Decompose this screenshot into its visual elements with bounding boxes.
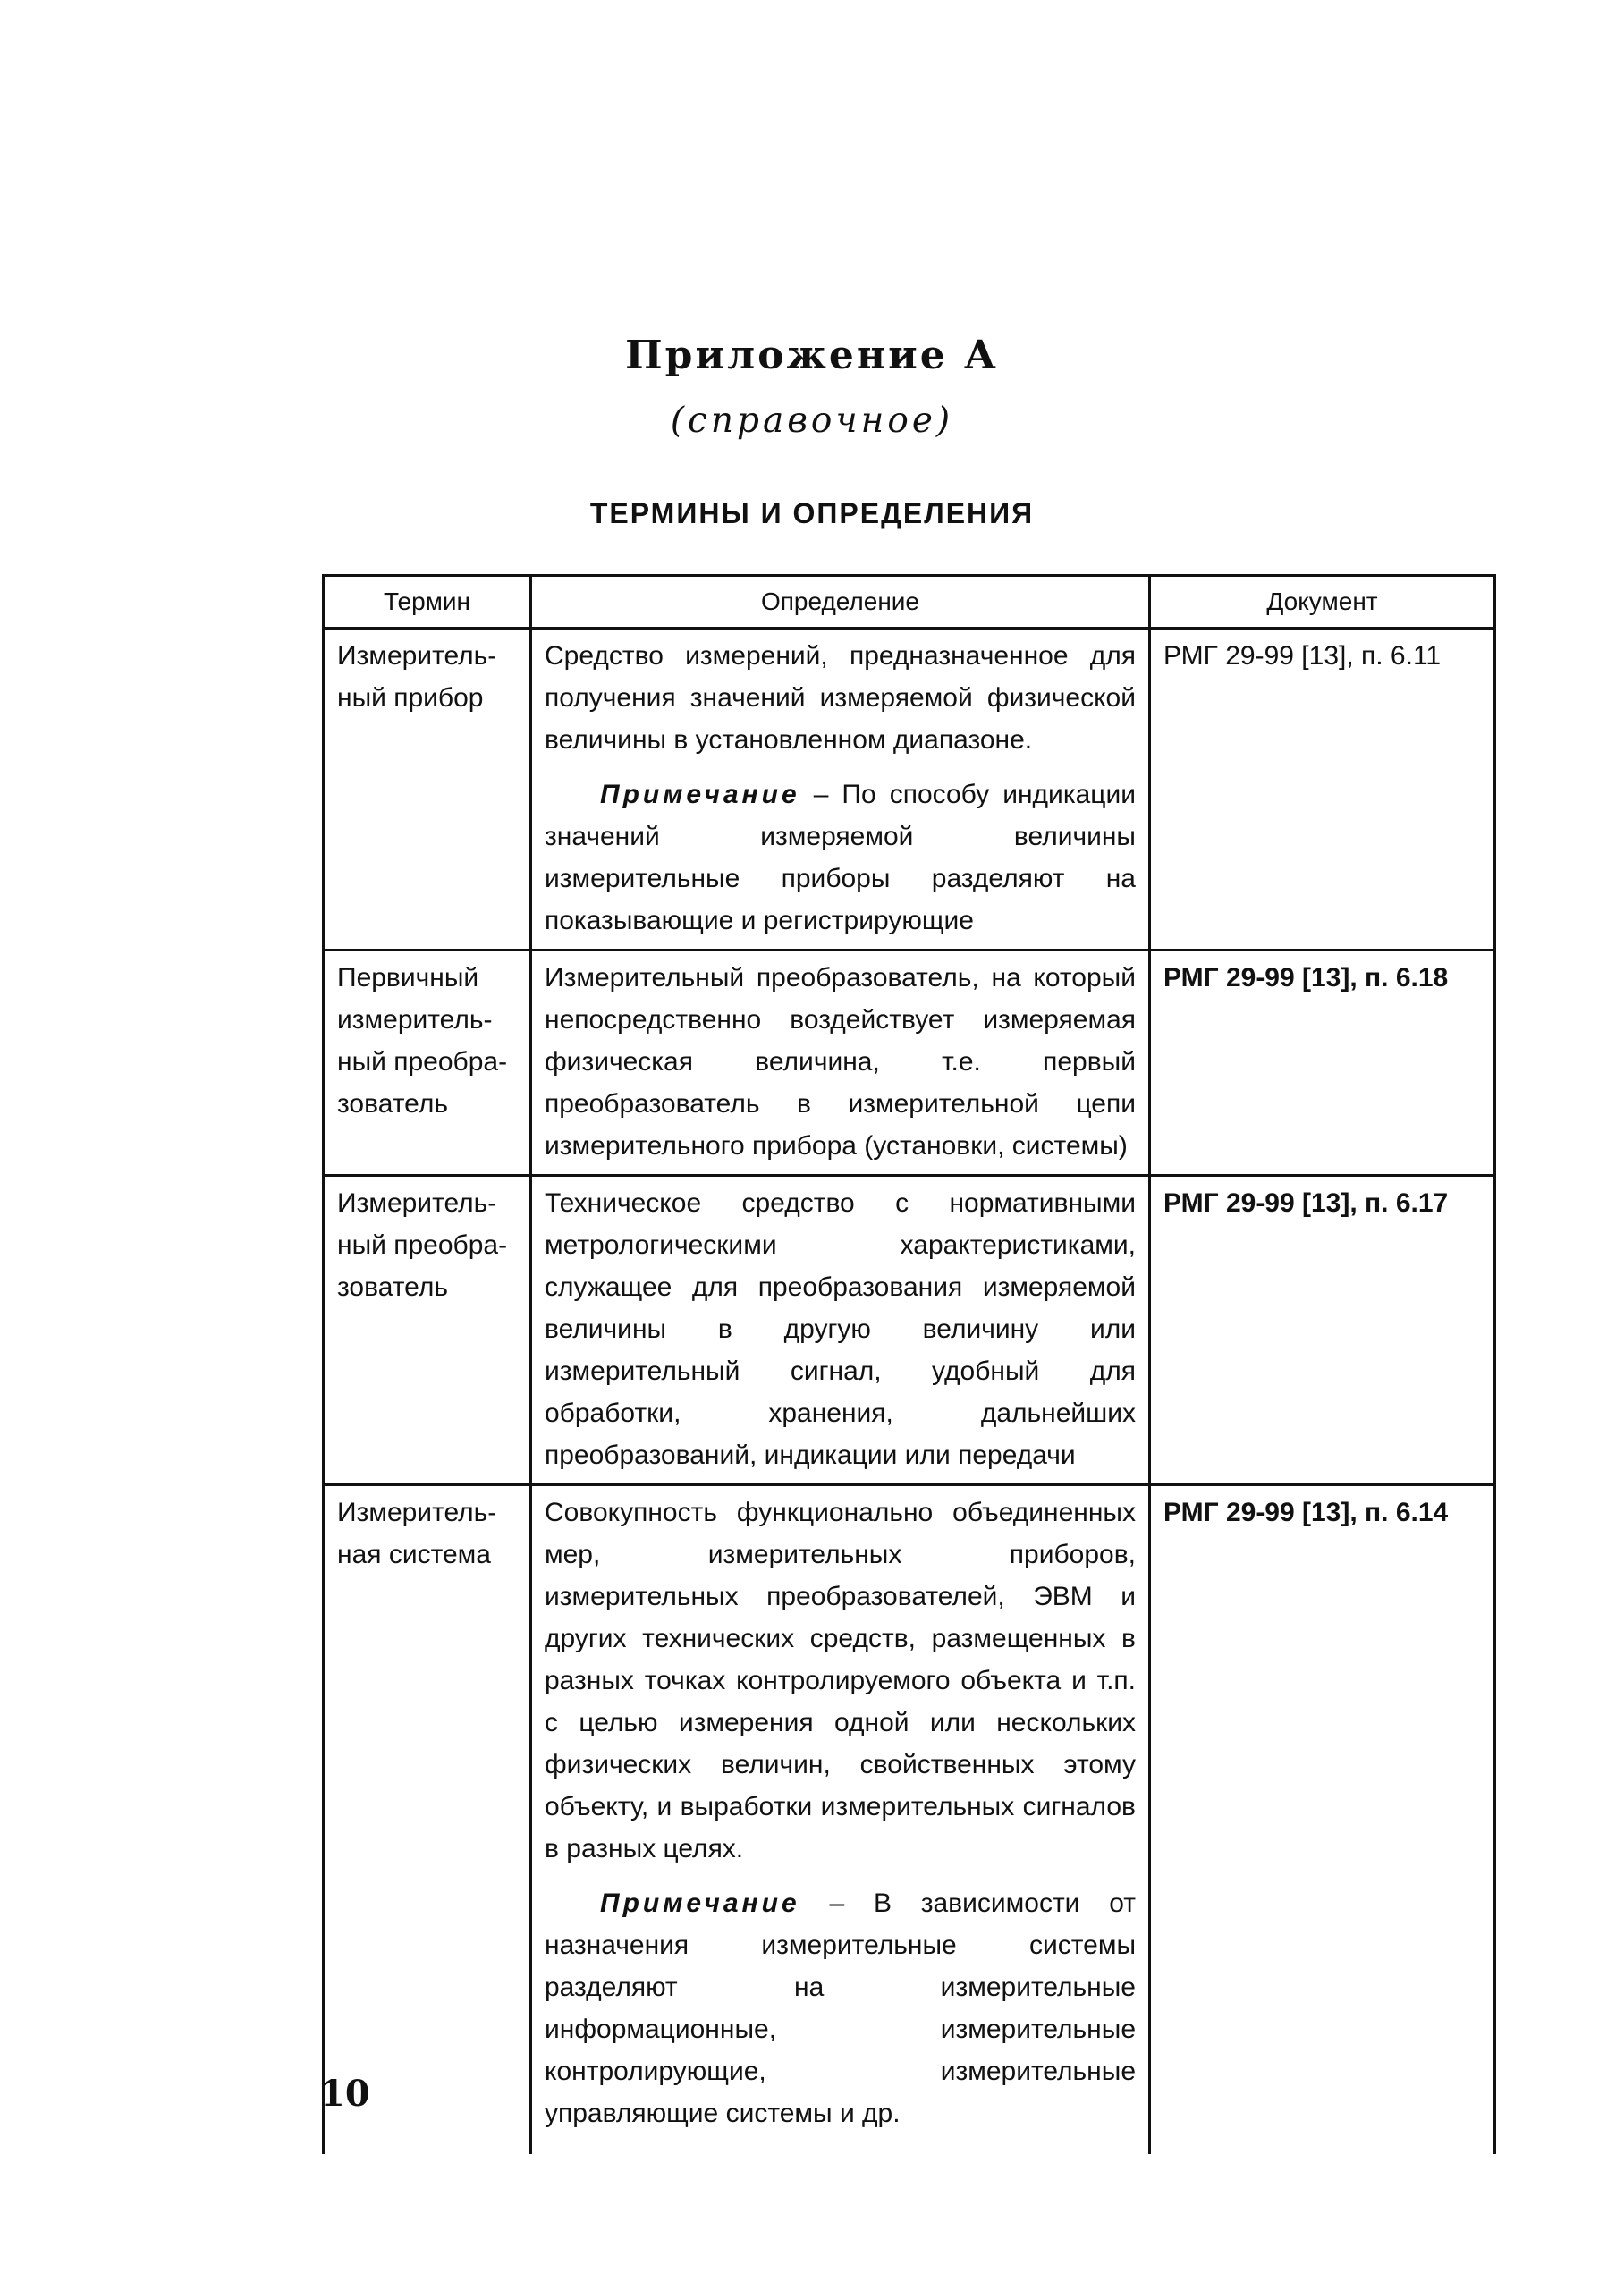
appendix-heading: Приложение А [625, 333, 999, 378]
header-definition: Определение [531, 576, 1150, 629]
term-cell: Измеритель-ный прибор [324, 629, 531, 951]
note-label: Примечание [600, 780, 800, 809]
note [545, 1882, 1136, 2134]
definition-text: Техническое средство с нормативными метрологическими характеристиками, служащее для преобразования измеряемой величины в другую величину или измерительный сигнал, удобный для обработки, хранения, дальнейших преобразований, индикации или передачи [545, 1188, 1136, 1470]
note [545, 773, 1136, 942]
table-row [324, 629, 1495, 951]
definition-text: Совокупность функционально объединенных мер, измерительных приборов, измерительных преобразователей, ЭВМ и других технических средств, размещенных в разных точках контролируемого объекта и т.п. с целью измерения одной или нескольких физических величин, свойственных этому объекту, и выработки измерительных сигналов в разных целях. [545, 1498, 1136, 1863]
section-title: ТЕРМИНЫ И ОПРЕДЕЛЕНИЯ [589, 497, 1035, 529]
term-cell: Измеритель-ный преобра-зователь [324, 1176, 531, 1485]
table-header-row [324, 576, 1495, 629]
table-row [324, 1485, 1495, 2155]
definition-cell [531, 1485, 1150, 2155]
note-text: – По способу индикации значений измеряемой величины измерительные приборы разделяют на показывающие и регистрирующие [545, 780, 1136, 935]
document-cell: РМГ 29-99 [13], п. 6.14 [1150, 1485, 1495, 2155]
document-cell: РМГ 29-99 [13], п. 6.11 [1150, 629, 1495, 951]
definition-text: Средство измерений, предназначенное для получения значений измеряемой физической величины в установленном диапазоне. [545, 641, 1136, 755]
table-row [324, 1176, 1495, 1485]
definition-cell [531, 951, 1150, 1176]
note-text: – В зависимости от назначения измерительные системы разделяют на измерительные информационные, измерительные контролирующие, измерительные управляющие системы и др. [545, 1889, 1136, 2128]
term-cell: Первичный измеритель-ный преобра-зователь [324, 951, 531, 1176]
terms-table [322, 574, 1496, 2154]
table-row [324, 951, 1495, 1176]
document-cell: РМГ 29-99 [13], п. 6.17 [1150, 1176, 1495, 1485]
appendix-subheading: (справочное) [670, 401, 954, 441]
document-cell: РМГ 29-99 [13], п. 6.18 [1150, 951, 1495, 1176]
definition-cell [531, 629, 1150, 951]
note-label: Примечание [600, 1889, 800, 1918]
definition-text: Измерительный преобразователь, на который непосредственно воздействует измеряемая физическая величина, т.е. первый преобразователь в измерительной цепи измерительного прибора (установки, системы) [545, 963, 1136, 1161]
header-document: Документ [1150, 576, 1495, 629]
term-cell: Измеритель-ная система [324, 1485, 531, 2155]
page-number: 10 [320, 2073, 370, 2115]
definition-cell [531, 1176, 1150, 1485]
header-term: Термин [324, 576, 531, 629]
